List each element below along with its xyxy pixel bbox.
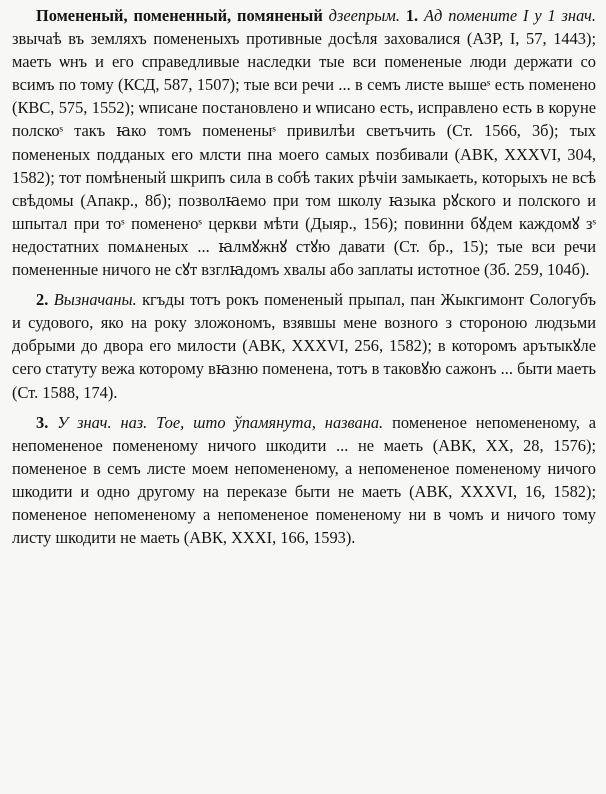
sense-citations-1: звычаѣ въ земляхъ помененыхъ противные досѣля заховалися (АЗР, I, 57, 1443); маеть ѡнъ и его справедливые наследки тые вси помененые люди держати со всимъ по тому (КСД, 587, 1507); тые вси речи ... в семъ листе вышеˢ есть поменено (КВС, 575, 1552); ѡписане постановлено и ѡписано есть, исправлено есть в коруне полскоˢ такъ ꙗко томъ помененыˢ привилѣи светъчить (Ст. 1566, 3б); тых помененых подданых его млсти пна моего самых позбивали (АВК, XXXVI, 304, 1582); тот помѣненый шкрипъ сила в собѣ таких рѣчiи замыкаеть, которыхъ не всѣ свѣдомы (Апакр., 8б); позволꙗемо при том школу ꙗзыка рꙋского и полского и шпытал при тоˢ помененоˢ церкви мѣти (Дыяр., 156); повинни бꙋдем каждомꙋ зˢ недостатних помѧненых ... ꙗлмꙋжнꙋ стꙋю давати (Ст. бр., 15); тые вси речи помененные ничого не сꙋт взглꙗдомъ хвалы або заплаты истотное (Зб. 259, 104б).: [12, 29, 596, 280]
sense-citations-2: кгъды тотъ рокъ помененый прыпал, пан Жыкгимонт Сологубъ и судового, яко на року зложономъ, взявшы мене возного з стороною людзьми добрыми до двора его милости (АВК, XXXVI, 256, 1582); в которомъ арътыкꙋле сего статуту вежа которому вꙗзню поменена, тотъ в таковꙋю сажонъ ... быти маеть (Ст. 1588, 174).: [12, 290, 596, 402]
sense-citations-3: помененое непомененому, а непомененое помененому ничого шкодити ... не маеть (АВК, XX, 28, 1576); помененое в семъ листе моем непомененому, а непомененое помененому ничого шкодити и одно другому на переказе быти не маеть (АВК, XXXVI, 16, 1582); помененое непомененому а непомененое помененому ни в чомъ и ничого тому листу шкодити не маеть (АВК, XXXI, 166, 1593).: [12, 412, 596, 548]
sense-definition-3: У знач. наз. Тое, што ўпамянута, названа.: [57, 412, 384, 432]
headword: Помененый, помененный, помяненый: [36, 6, 323, 25]
sense-number-1: 1.: [405, 6, 419, 25]
sense-definition-2: Вызначаны.: [53, 290, 137, 310]
entry-sense-2: [12, 288, 596, 403]
entry-sense-1: [12, 4, 596, 281]
entry-sense-3: [12, 411, 596, 550]
sense-definition-1: Ад помените I у 1 знач.: [424, 6, 596, 25]
sense-number-3: 3.: [36, 412, 49, 432]
sense-number-2: 2.: [36, 290, 49, 310]
part-of-speech: дзеепрым.: [328, 6, 400, 25]
